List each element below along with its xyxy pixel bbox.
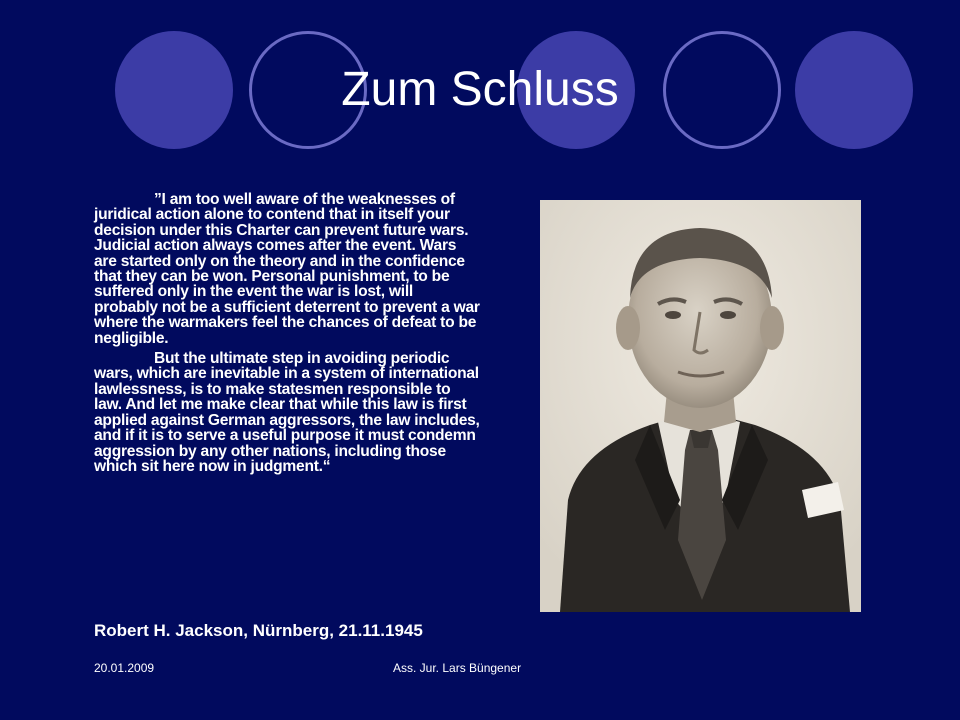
portrait-photo (540, 200, 861, 612)
footer-date: 20.01.2009 (94, 661, 155, 675)
quote-paragraph-2: But the ultimate step in avoiding periodic wars, which are inevitable in a system of international lawlessness, is to make statesmen responsible to law. And let me make clear that while this law is first applied against German aggressors, the law includes, and if it is to serve a useful purpose it must condemn aggression by any other nations, including those which sit here now in judgment.“ (94, 350, 480, 475)
slide-title: Zum Schluss (341, 63, 619, 116)
quote-block (94, 192, 480, 474)
portrait-illustration (540, 200, 861, 612)
quote-paragraph-1: ”I am too well aware of the weaknesses of juridical action alone to contend that in itself your decision under this Charter can prevent future wars. Judicial action always comes after the event. Wars are started only on the theory and in the confidence that they can be won. Personal punishment, to be suffered only in the event the war is lost, will probably not be a sufficient deterrent to prevent a war where the warmakers feel the chances of defeat to be negligible. (94, 191, 480, 347)
footer-author: Ass. Jur. Lars Büngener (393, 661, 522, 675)
quote-attribution: Robert H. Jackson, Nürnberg, 21.11.1945 (94, 621, 423, 640)
